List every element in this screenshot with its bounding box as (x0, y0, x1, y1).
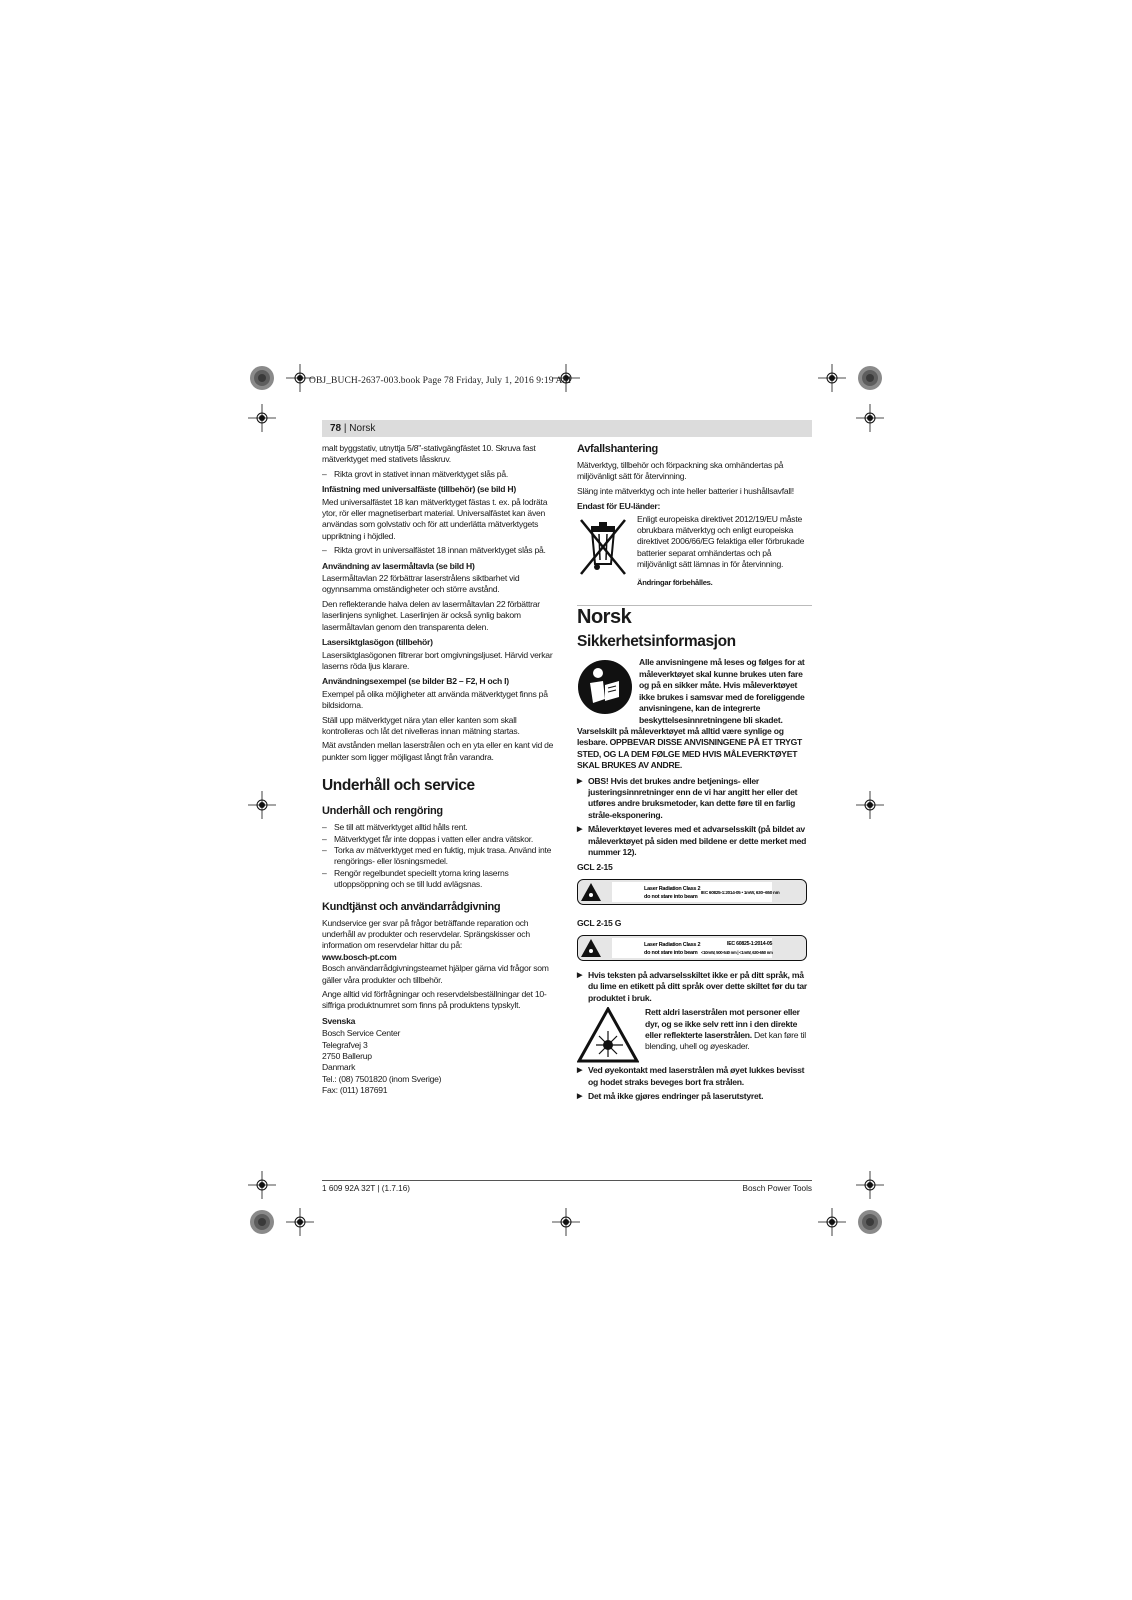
address-line: Bosch Service Center (322, 1028, 401, 1039)
subheading: Användning av lasermåltavla (se bild H) (322, 560, 475, 571)
subheading: Svenska (322, 1015, 356, 1026)
page-header (330, 423, 375, 434)
paragraph: malt byggstativ, utnyttja 5/8"-stativgängfästet 10. Skruva fast mätverktyget med stativets låsskruv. (322, 443, 536, 465)
label-line: IEC 60825-1:2014-05 (727, 940, 773, 947)
subheading: Lasersiktglasögon (tillbehör) (322, 637, 433, 648)
weee-block (577, 514, 812, 591)
paragraph: Mätverktyg, tillbehör och förpackning ska omhändertas på miljövänligt sätt för återvinning. (577, 460, 784, 482)
label-line: IEC 60825-1:2014-05 • 1mW, 630–650 nm (701, 889, 780, 895)
page-number: 78 (330, 423, 342, 434)
address-block (322, 1028, 557, 1096)
laser-warning-icon (577, 1007, 639, 1063)
left-column (322, 443, 557, 1097)
list-item: – Mätverktyget får inte doppas i vatten eller andra vätskor. (322, 834, 557, 845)
safety-intro (577, 657, 812, 771)
list-item: ▶ OBS! Hvis det brukes andre betjenings- eller justeringsinnretninger enn de vi har angitt her eller det utføres andre bruksmetoder, kan dette føre til en farlig stråle-eksponering. (577, 776, 812, 822)
section-subheading: Kundtjänst och användarrådgivning (322, 900, 501, 913)
subheading: Användningsexempel (se bilder B2 – F2, H och I) (322, 676, 509, 687)
list-item: ▶ Ved øyekontakt med laserstrålen må øyet lukkes bevisst og hodet straks beveges bort fra strålen. (577, 1065, 812, 1088)
list-item: – Rikta grovt in universalfästet 18 innan mätverktyget slås på. (322, 545, 557, 556)
label-line: <10mW, 500-540 nm | <1mW, 630-650 nm (701, 949, 773, 955)
label-line: Laser Radiation Class 2 (644, 941, 701, 948)
paragraph: Lasersiktglasögonen filtrerar bort omgivningsljuset. Härvid verkar laserns röda ljus klarare. (322, 649, 553, 671)
safety-list (577, 970, 812, 1004)
safety-list (577, 776, 812, 859)
changes-note: Ändringar förbehålles. (637, 577, 713, 587)
footer-brand: Bosch Power Tools (742, 1184, 812, 1193)
print-slug: OBJ_BUCH-2637-003.book Page 78 Friday, July 1, 2016 9:19 AM (309, 376, 572, 386)
model-name: GCL 2-15 (577, 862, 613, 873)
model-name: GCL 2-15 G (577, 918, 622, 929)
list-item: – Se till att mätverktyget alltid hålls rent. (322, 822, 557, 833)
address-line: Fax: (011) 187691 (322, 1085, 388, 1096)
address-line: 2750 Ballerup (322, 1051, 372, 1062)
cleaning-list (322, 822, 557, 890)
header-bar (322, 420, 812, 437)
address-line: Telegrafvej 3 (322, 1039, 368, 1050)
label-line: do not stare into beam (644, 949, 698, 956)
warning-label-gcl215 (577, 879, 807, 905)
list-item: ▶ Måleverktøyet leveres med et advarselsskilt (på bildet av måleverktøyet på siden med bildene er dette merket med nummer 12). (577, 824, 812, 858)
address-line: Tel.: (08) 7501820 (inom Sverige) (322, 1073, 442, 1084)
read-manual-icon (577, 659, 633, 715)
warning-label-gcl215g (577, 935, 807, 961)
paragraph: Ställ upp mätverktyget nära ytan eller kanten som skall kontrolleras och låt det nivelleras innan mätning startas. (322, 714, 520, 736)
safety-intro-text: Alle anvisningene må leses og følges for at måleverktøyet skal kunne brukes uten fare og på en sikker måte. Hvis måleverktøyet ikke brukes i samsvar med de foreliggende anvisningene, kan de integrerte beskyttelsesinnretningene bli skadet. Varselskilt på måleverktøyet må alltid være synlige og lesbare. OPPBEVAR DISSE ANVISNINGENE PÅ ET TRYGT STED, OG LA DEM FØLGE MED HVIS MÅLEVERKTØYET SKAL BRUKES AV ANDRE. (577, 657, 805, 771)
paragraph: Bosch användarrådgivningsteamet hjälper gärna vid frågor som gäller våra produkter och tillbehör. (322, 963, 549, 985)
laser-warning (577, 1007, 812, 1053)
list-item: ▶ Det må ikke gjøres endringer på laserutstyret. (577, 1091, 812, 1102)
list-item: ▶ Hvis teksten på advarselsskiltet ikke er på ditt språk, må du lime en etikett på ditt språk over dette skiltet før du tar produktet i bruk. (577, 970, 812, 1004)
section-heading: Sikkerhetsinformasjon (577, 633, 736, 651)
label-line: Laser Radiation Class 2 (644, 885, 701, 892)
website-link[interactable]: www.bosch-pt.com (322, 951, 397, 962)
list-item: – Torka av mätverktyget med en fuktig, mjuk trasa. Använd inte rengörings- eller lösningsmedel. (322, 845, 557, 868)
footer-doc-number: 1 609 92A 32T | (1.7.16) (322, 1184, 411, 1193)
paragraph: Kundservice ger svar på frågor beträffande reparation och underhåll av produkter och reservdelar. Sprängskisser och information om reservdelar hittar du på: (322, 917, 530, 951)
paragraph: Med universalfästet 18 kan mätverktyget fästas t. ex. på lodräta ytor, rör eller magnetiserbart material. Universalfästet kan även användas som golvstativ och för att underlätta mätverktygets uppriktning i höjdled. (322, 496, 548, 541)
section-subheading: Avfallshantering (577, 443, 658, 455)
section-subheading: Underhåll och rengöring (322, 805, 443, 818)
address-line: Danmark (322, 1062, 356, 1073)
section-name: | Norsk (341, 423, 376, 434)
crossed-bin-icon (577, 514, 629, 578)
paragraph: Enligt europeiska direktivet 2012/19/EU måste obrukbara mätverktyg och enligt europeiska direktivet 2006/66/EG felaktiga eller förbrukade batterier separat omhändertas och på miljövänligt sätt lämnas in för återvinning. (637, 513, 805, 570)
paragraph: Lasermåltavlan 22 förbättrar laserstrålens siktbarhet vid ogynnsamma omständigheter och större avstånd. (322, 573, 520, 595)
label-line: do not stare into beam (644, 893, 698, 900)
paragraph: Släng inte mätverktyg och inte heller batterier i hushållsavfall! (577, 485, 794, 496)
right-column (577, 443, 812, 1105)
paragraph: Ange alltid vid förfrågningar och reservdelsbeställningar det 10-siffriga produktnumret som finns på produktens typskylt. (322, 989, 547, 1011)
section-heading: Underhåll och service (322, 777, 475, 795)
safety-list (577, 1065, 812, 1102)
paragraph: Mät avstånden mellan laserstrålen och en yta eller en kant vid de punkter som ligger möjligast långt från varandra. (322, 740, 554, 762)
list-item: – Rengör regelbundet speciellt ytorna kring laserns utloppsöppning och se till ludd avlägsnas. (322, 868, 557, 891)
subheading: Endast för EU-länder: (577, 501, 661, 512)
language-heading: Norsk (577, 606, 632, 629)
paragraph: Den reflekterande halva delen av lasermåltavlan 22 förbättrar laserlinjens synlighet. Laserlinjen är också synlig bakom lasermåltavlan genom den transparenta delen. (322, 598, 540, 632)
laser-warning-bold: Rett aldri laserstrålen mot personer eller dyr, og se ikke selv rett inn i den direkte eller reflekterte laserstrålen. (645, 1007, 800, 1041)
paragraph: Exempel på olika möjligheter att använda mätverktyget finns på bildsidorna. (322, 688, 548, 711)
subheading: Infästning med universalfäste (tillbehör) (se bild H) (322, 484, 516, 495)
list-item: – Rikta grovt in stativet innan mätverktyget slås på. (322, 469, 557, 480)
laser-warning-text: Det kan føre til blending, uhell og øyeskader. (645, 1030, 806, 1052)
page-footer (322, 1180, 812, 1193)
